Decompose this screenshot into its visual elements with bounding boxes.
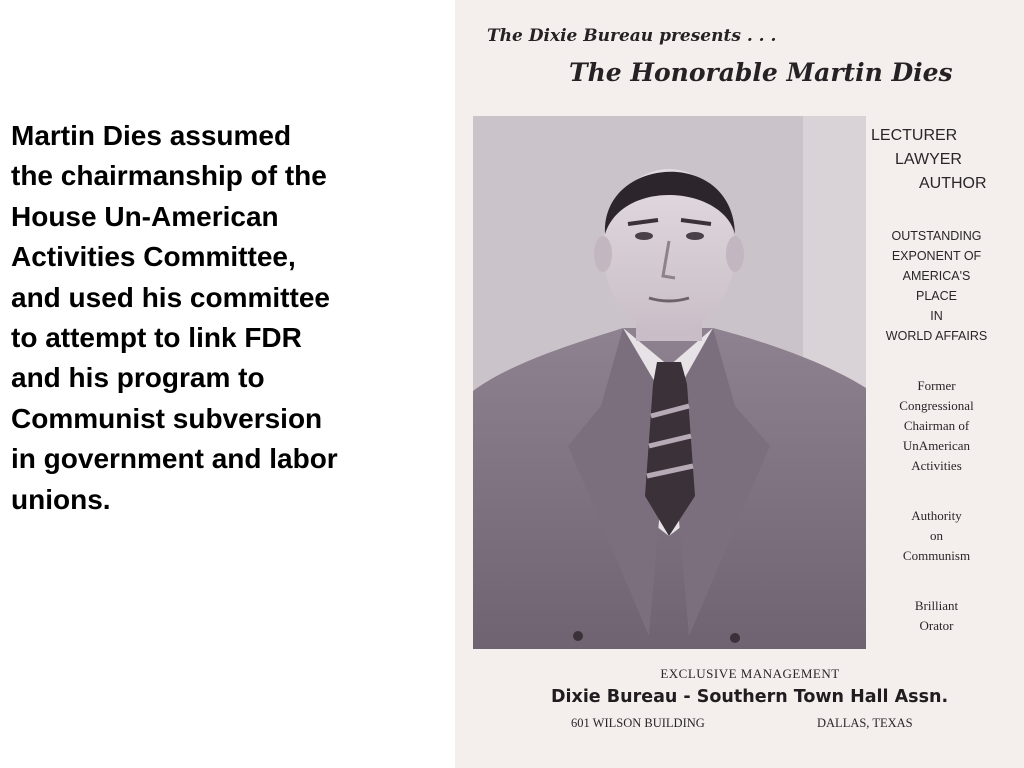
- credential-communism: Authority on Communism: [902, 508, 971, 563]
- management-label: EXCLUSIVE MANAGEMENT: [660, 666, 840, 681]
- portrait-photo-icon: [473, 116, 866, 649]
- credential-orator: Brilliant Orator: [914, 598, 959, 633]
- bureau-name: Dixie Bureau - Southern Town Hall Assn.: [551, 687, 949, 707]
- credential-former-chairman: Former Congressional Chairman of UnAmerican Activities: [899, 378, 974, 473]
- roles-list: [865, 124, 1024, 196]
- lecture-poster: [455, 0, 1024, 768]
- bureau-address: 601 WILSON BUILDING: [571, 716, 705, 730]
- credential-world-affairs: OUTSTANDING EXPONENT OF AMERICA'S PLACE IN WORLD AFFAIRS: [885, 229, 988, 343]
- role-lecturer: LECTURER: [871, 127, 958, 144]
- poster-name: The Honorable Martin Dies: [569, 58, 953, 87]
- role-author: AUTHOR: [919, 175, 987, 192]
- bureau-city: DALLAS, TEXAS: [817, 716, 913, 730]
- role-lawyer: LAWYER: [895, 151, 962, 168]
- slide-caption: Martin Dies assumed the chairmanship of the House Un-American Activities Committee, and used his committee to attempt to link FDR and his program to Communist subversion in government and labor unions.: [11, 120, 338, 515]
- portrait-photo: [473, 116, 866, 649]
- credentials-column: [865, 124, 1024, 633]
- poster-intro: The Dixie Bureau presents . . .: [487, 26, 777, 46]
